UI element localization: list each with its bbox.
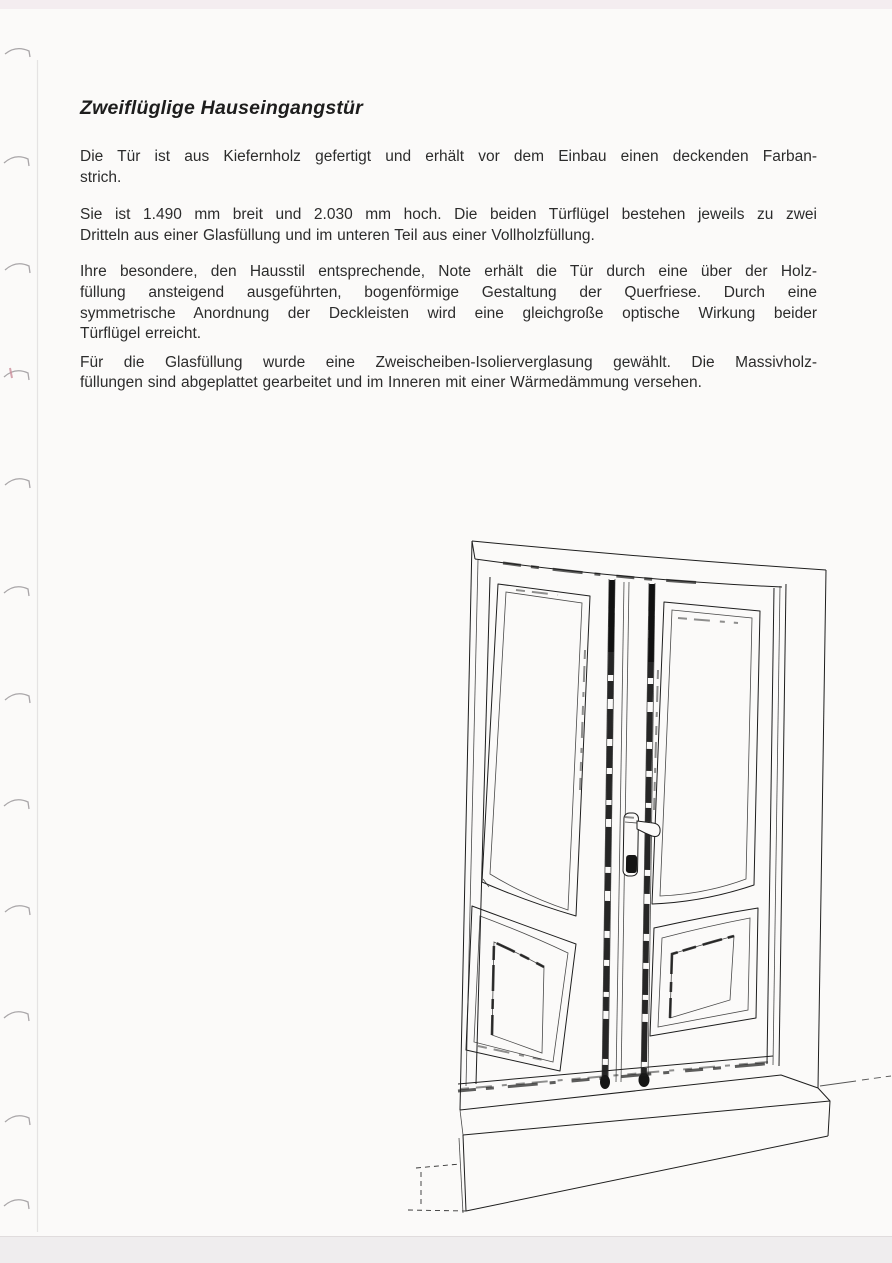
paragraph-material bbox=[80, 147, 817, 188]
scanner-edge-bottom bbox=[0, 1236, 892, 1263]
entrance-step bbox=[408, 1076, 891, 1213]
left-stile-shadow bbox=[605, 582, 612, 1080]
text-line: Für die Glasfüllung wurde eine Zweischeiben-Isolierverglasung gewählt. Die Massivholz- bbox=[80, 353, 817, 371]
paragraph-design bbox=[80, 262, 817, 344]
handle-lever bbox=[637, 821, 660, 837]
hidden-edge-dashed bbox=[416, 1164, 460, 1168]
document-body bbox=[80, 96, 817, 394]
red-ink-tick bbox=[10, 368, 12, 378]
text-line: strich. bbox=[80, 168, 122, 186]
binder-marks bbox=[0, 0, 60, 1262]
ground-line bbox=[820, 1081, 856, 1086]
paragraph-glazing bbox=[80, 353, 817, 394]
door-drawing bbox=[408, 530, 892, 1242]
handle-keyhole bbox=[626, 855, 637, 873]
binder-arc-marks bbox=[4, 49, 30, 1209]
paragraph-dimensions bbox=[80, 205, 817, 246]
scanner-edge-top bbox=[0, 0, 892, 9]
text-line: füllungen sind abgeplattet gearbeitet und im Inneren mit einer Wärmedämmung versehen. bbox=[80, 374, 702, 392]
text-line: Dritteln aus einer Glasfüllung und im unteren Teil aus einer Vollholzfüllung. bbox=[80, 226, 595, 244]
text-line: Ihre besondere, den Hausstil entsprechende, Note erhält die Tür durch eine über der Holz- bbox=[80, 263, 817, 281]
text-line: füllung ansteigend ausgeführten, bogenförmige Gestaltung der Querfriese. Durch eine bbox=[80, 283, 817, 301]
text-line: Sie ist 1.490 mm breit und 2.030 mm hoch. Die beiden Türflügel bestehen jeweils zu zwei bbox=[80, 206, 817, 224]
left-door-leaf bbox=[466, 584, 590, 1071]
text-line: Türflügel erreicht. bbox=[80, 325, 202, 343]
text-line: Die Tür ist aus Kiefernholz gefertigt und erhält vor dem Einbau einen deckenden Farban- bbox=[80, 148, 817, 165]
right-door-leaf bbox=[650, 602, 760, 1036]
sill-and-threshold bbox=[458, 1056, 818, 1110]
text-line: symmetrische Anordnung der Deckleisten wird eine gleichgroße optische Wirkung beider bbox=[80, 304, 817, 322]
page-title: Zweiflüglige Hauseingangstür bbox=[80, 97, 363, 119]
